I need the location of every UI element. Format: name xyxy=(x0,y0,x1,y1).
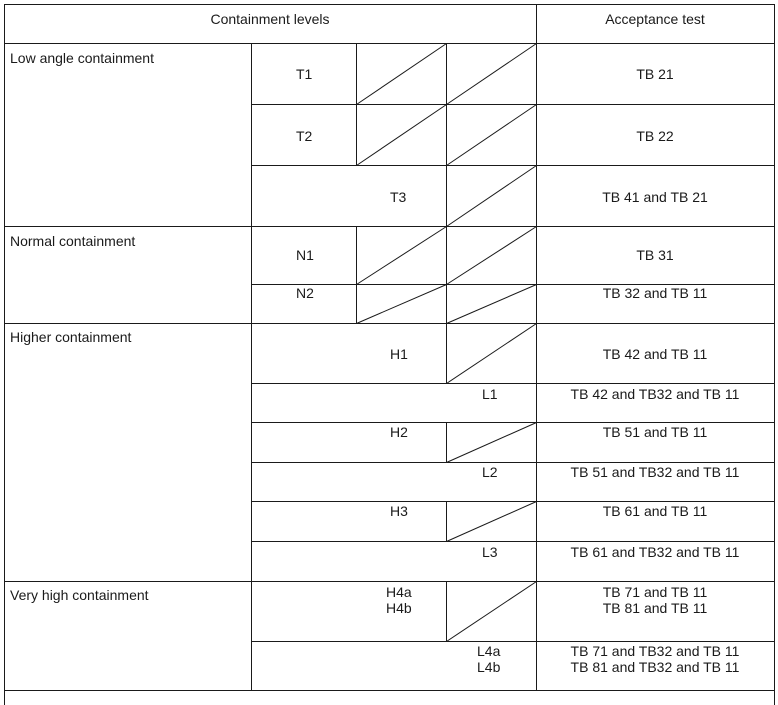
level-code: L4a xyxy=(477,643,501,659)
table-border-left xyxy=(4,4,5,705)
level-code: N2 xyxy=(296,285,314,301)
header-containment-levels: Containment levels xyxy=(210,11,330,27)
row-divider xyxy=(251,422,775,423)
table-border-top xyxy=(4,4,775,5)
level-code: T3 xyxy=(390,189,407,205)
level-code: T1 xyxy=(296,66,313,82)
header-divider xyxy=(4,43,775,44)
level-code: L2 xyxy=(482,464,498,480)
diagonal-stroke xyxy=(447,105,537,166)
diagonal-stroke xyxy=(357,285,447,324)
acceptance-test-cell: TB 41 and TB 21 xyxy=(602,189,708,205)
inner-col-divider-1 xyxy=(356,43,357,166)
acceptance-test-cell: TB 51 and TB32 and TB 11 xyxy=(570,464,740,480)
row-divider xyxy=(251,641,775,642)
row-divider xyxy=(251,541,775,542)
group-label-normal: Normal containment xyxy=(10,233,136,249)
column-divider-group xyxy=(251,43,252,691)
acceptance-test-cell: TB 51 and TB 11 xyxy=(602,424,708,440)
acceptance-test-cell: TB 42 and TB 11 xyxy=(602,346,708,362)
diagonal-stroke xyxy=(447,502,537,542)
acceptance-test-cell: TB 71 and TB 11 xyxy=(602,584,708,600)
diagonal-stroke xyxy=(447,285,537,324)
diagonal-stroke xyxy=(447,324,537,384)
diagonal-stroke xyxy=(447,44,537,105)
acceptance-test-cell: TB 31 xyxy=(636,247,674,263)
inner-col-divider-2 xyxy=(446,323,447,384)
diagonal-stroke xyxy=(447,423,537,463)
group-label-higher: Higher containment xyxy=(10,329,132,345)
level-code: H4b xyxy=(386,600,412,616)
row-divider xyxy=(251,462,775,463)
diagonal-stroke xyxy=(447,227,537,285)
group-divider-very-high xyxy=(4,581,775,582)
group-divider-normal xyxy=(4,226,775,227)
acceptance-test-cell: TB 81 and TB32 and TB 11 xyxy=(570,659,740,675)
acceptance-test-cell: TB 22 xyxy=(636,128,674,144)
inner-col-divider-2 xyxy=(446,581,447,642)
table-border-right xyxy=(774,4,775,705)
row-divider xyxy=(251,383,775,384)
inner-col-divider-2 xyxy=(446,43,447,166)
diagonal-stroke xyxy=(357,44,447,105)
level-code: H4a xyxy=(386,584,412,600)
row-divider xyxy=(251,501,775,502)
row-divider xyxy=(251,104,775,105)
acceptance-test-cell: TB 61 and TB 11 xyxy=(602,503,708,519)
level-code: H1 xyxy=(390,346,408,362)
inner-col-divider-2 xyxy=(446,165,447,227)
inner-col-divider-2 xyxy=(446,226,447,324)
acceptance-test-cell: TB 61 and TB32 and TB 11 xyxy=(570,544,740,560)
acceptance-test-cell: TB 42 and TB32 and TB 11 xyxy=(570,386,740,402)
diagonal-stroke xyxy=(357,227,447,285)
level-code: T2 xyxy=(296,128,313,144)
level-code: N1 xyxy=(296,247,314,263)
inner-col-divider-2 xyxy=(446,422,447,463)
acceptance-test-cell: TB 71 and TB32 and TB 11 xyxy=(570,643,740,659)
row-divider xyxy=(251,165,775,166)
acceptance-test-cell: TB 21 xyxy=(636,66,674,82)
group-label-low-angle: Low angle containment xyxy=(10,50,154,66)
acceptance-test-cell: TB 81 and TB 11 xyxy=(602,600,708,616)
acceptance-test-cell: TB 32 and TB 11 xyxy=(602,285,708,301)
level-code: L3 xyxy=(482,544,498,560)
header-acceptance-test: Acceptance test xyxy=(605,11,705,27)
level-code: H2 xyxy=(390,424,408,440)
table-border-bottom xyxy=(4,690,775,691)
inner-col-divider-2 xyxy=(446,501,447,542)
diagonal-stroke xyxy=(447,582,537,642)
diagonal-stroke xyxy=(447,166,537,227)
group-label-very-high: Very high containment xyxy=(10,587,149,603)
level-code: H3 xyxy=(390,503,408,519)
diagonal-stroke xyxy=(357,105,447,166)
level-code: L1 xyxy=(482,386,498,402)
group-divider-higher xyxy=(4,323,775,324)
inner-col-divider-1 xyxy=(356,226,357,324)
level-code: L4b xyxy=(477,659,501,675)
